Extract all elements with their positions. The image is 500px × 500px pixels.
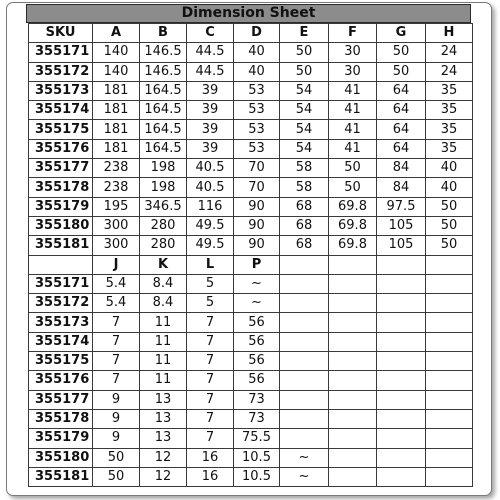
table-cell bbox=[426, 371, 473, 390]
table-cell: 69.8 bbox=[329, 236, 377, 255]
table-cell: 40 bbox=[234, 62, 280, 81]
table-cell: 16 bbox=[187, 448, 234, 467]
column-header: B bbox=[140, 24, 187, 43]
table-cell: 84 bbox=[377, 178, 426, 197]
table-row bbox=[29, 81, 473, 100]
table-cell bbox=[280, 352, 329, 371]
table-row bbox=[29, 467, 473, 486]
sku-cell: 355171 bbox=[29, 43, 93, 62]
table-cell: 11 bbox=[140, 352, 187, 371]
column-header: F bbox=[329, 24, 377, 43]
table-cell bbox=[426, 274, 473, 293]
table-row bbox=[29, 236, 473, 255]
table-cell: 44.5 bbox=[187, 43, 234, 62]
table-cell: 53 bbox=[234, 120, 280, 139]
table-cell: 16 bbox=[187, 467, 234, 486]
sku-cell: 355179 bbox=[29, 197, 93, 216]
table-cell bbox=[329, 448, 377, 467]
table-cell: 44.5 bbox=[187, 62, 234, 81]
table-cell: 41 bbox=[329, 139, 377, 158]
table-cell bbox=[377, 313, 426, 332]
sku-cell: 355177 bbox=[29, 159, 93, 178]
table-cell: 54 bbox=[280, 81, 329, 100]
table-cell bbox=[329, 371, 377, 390]
table-cell: 12 bbox=[140, 467, 187, 486]
table-row bbox=[29, 274, 473, 293]
table-cell bbox=[377, 409, 426, 428]
table-cell: 69.8 bbox=[329, 197, 377, 216]
table-cell bbox=[377, 448, 426, 467]
table-cell: 41 bbox=[329, 120, 377, 139]
table-cell bbox=[426, 294, 473, 313]
table-cell bbox=[426, 352, 473, 371]
table-cell: 7 bbox=[187, 371, 234, 390]
table-cell: 30 bbox=[329, 62, 377, 81]
sku-cell: 355178 bbox=[29, 409, 93, 428]
table-cell: 8.4 bbox=[140, 294, 187, 313]
table-cell bbox=[377, 390, 426, 409]
sku-cell: 355176 bbox=[29, 371, 93, 390]
table-cell: 56 bbox=[234, 313, 280, 332]
column-header bbox=[377, 255, 426, 274]
table-cell: 346.5 bbox=[140, 197, 187, 216]
table-cell bbox=[329, 294, 377, 313]
table-cell: 41 bbox=[329, 101, 377, 120]
table-cell: ~ bbox=[234, 274, 280, 293]
table-cell: 181 bbox=[93, 139, 140, 158]
table-cell: 97.5 bbox=[377, 197, 426, 216]
table-cell bbox=[426, 409, 473, 428]
table-cell: 280 bbox=[140, 216, 187, 235]
table-cell: 35 bbox=[426, 120, 473, 139]
table-cell: 39 bbox=[187, 101, 234, 120]
column-header bbox=[329, 255, 377, 274]
table-cell bbox=[426, 467, 473, 486]
table-cell: 64 bbox=[377, 120, 426, 139]
table-cell: 7 bbox=[93, 371, 140, 390]
column-header: H bbox=[426, 24, 473, 43]
table-cell: 53 bbox=[234, 81, 280, 100]
table-row bbox=[29, 429, 473, 448]
table-cell: 5 bbox=[187, 274, 234, 293]
column-header bbox=[280, 255, 329, 274]
table-cell: 73 bbox=[234, 409, 280, 428]
table-cell: 75.5 bbox=[234, 429, 280, 448]
table-cell: 181 bbox=[93, 81, 140, 100]
table-cell: 68 bbox=[280, 216, 329, 235]
table-cell: 39 bbox=[187, 139, 234, 158]
table-cell: 50 bbox=[280, 62, 329, 81]
table-cell: 10.5 bbox=[234, 448, 280, 467]
table-cell: 40 bbox=[426, 159, 473, 178]
table-cell: 8.4 bbox=[140, 274, 187, 293]
table-cell: 105 bbox=[377, 216, 426, 235]
table-cell: 50 bbox=[329, 178, 377, 197]
sku-cell: 355172 bbox=[29, 294, 93, 313]
table-cell: 50 bbox=[329, 159, 377, 178]
table-cell bbox=[280, 409, 329, 428]
table-cell: 39 bbox=[187, 81, 234, 100]
table-cell: 53 bbox=[234, 101, 280, 120]
table-cell bbox=[329, 332, 377, 351]
table-cell: 7 bbox=[93, 313, 140, 332]
table-cell: 49.5 bbox=[187, 236, 234, 255]
table-cell: 90 bbox=[234, 197, 280, 216]
table-cell bbox=[329, 274, 377, 293]
dimension-table bbox=[28, 23, 473, 487]
table-cell: 40 bbox=[426, 178, 473, 197]
table-cell: 73 bbox=[234, 390, 280, 409]
table-cell: 70 bbox=[234, 178, 280, 197]
table-cell: 7 bbox=[187, 332, 234, 351]
table-cell bbox=[426, 313, 473, 332]
table-cell: 41 bbox=[329, 81, 377, 100]
column-header: A bbox=[93, 24, 140, 43]
table-row bbox=[29, 101, 473, 120]
table-cell: 64 bbox=[377, 139, 426, 158]
table-row bbox=[29, 390, 473, 409]
table-cell: 58 bbox=[280, 178, 329, 197]
table-cell: 11 bbox=[140, 371, 187, 390]
table-cell: 12 bbox=[140, 448, 187, 467]
table-cell: 181 bbox=[93, 120, 140, 139]
table-cell bbox=[280, 390, 329, 409]
column-header: K bbox=[140, 255, 187, 274]
table-cell: 39 bbox=[187, 120, 234, 139]
column-header: G bbox=[377, 24, 426, 43]
table-cell: 40.5 bbox=[187, 159, 234, 178]
table-cell: 5.4 bbox=[93, 294, 140, 313]
table-cell: 9 bbox=[93, 409, 140, 428]
table-header-row bbox=[29, 24, 473, 43]
table-cell: 50 bbox=[280, 43, 329, 62]
table-cell bbox=[426, 448, 473, 467]
table-cell: 238 bbox=[93, 178, 140, 197]
table-cell: 9 bbox=[93, 429, 140, 448]
table-cell: 50 bbox=[377, 43, 426, 62]
sku-cell: 355178 bbox=[29, 178, 93, 197]
table-cell: 146.5 bbox=[140, 62, 187, 81]
table-row bbox=[29, 62, 473, 81]
column-header: J bbox=[93, 255, 140, 274]
table-cell: ~ bbox=[280, 467, 329, 486]
table-cell bbox=[377, 467, 426, 486]
table-cell bbox=[329, 409, 377, 428]
table-cell: 50 bbox=[426, 216, 473, 235]
table-row bbox=[29, 139, 473, 158]
column-header: L bbox=[187, 255, 234, 274]
column-header: E bbox=[280, 24, 329, 43]
table-cell: 24 bbox=[426, 43, 473, 62]
table-row bbox=[29, 43, 473, 62]
table-cell: 40.5 bbox=[187, 178, 234, 197]
sku-cell: 355180 bbox=[29, 448, 93, 467]
table-cell: 116 bbox=[187, 197, 234, 216]
table-cell: 7 bbox=[93, 352, 140, 371]
table-cell: 9 bbox=[93, 390, 140, 409]
table-cell: 58 bbox=[280, 159, 329, 178]
table-cell bbox=[329, 467, 377, 486]
sku-cell: 355176 bbox=[29, 139, 93, 158]
table-cell bbox=[280, 313, 329, 332]
sku-cell: 355181 bbox=[29, 467, 93, 486]
table-cell: 5.4 bbox=[93, 274, 140, 293]
table-cell: 198 bbox=[140, 178, 187, 197]
table-cell: 300 bbox=[93, 216, 140, 235]
table-cell: 68 bbox=[280, 197, 329, 216]
table-row bbox=[29, 178, 473, 197]
sku-cell: 355177 bbox=[29, 390, 93, 409]
table-cell: 90 bbox=[234, 236, 280, 255]
table-cell bbox=[280, 294, 329, 313]
table-cell: 7 bbox=[187, 390, 234, 409]
table-cell: 50 bbox=[426, 197, 473, 216]
table-row bbox=[29, 332, 473, 351]
table-cell: 7 bbox=[187, 313, 234, 332]
table-cell: 56 bbox=[234, 332, 280, 351]
table-cell bbox=[329, 352, 377, 371]
table-cell: 64 bbox=[377, 101, 426, 120]
table-cell: 50 bbox=[93, 448, 140, 467]
sku-cell: 355179 bbox=[29, 429, 93, 448]
table-cell: 195 bbox=[93, 197, 140, 216]
table-cell bbox=[280, 332, 329, 351]
table-cell: 238 bbox=[93, 159, 140, 178]
sku-cell: 355173 bbox=[29, 81, 93, 100]
column-header: P bbox=[234, 255, 280, 274]
table-cell: 24 bbox=[426, 62, 473, 81]
table-cell: 13 bbox=[140, 429, 187, 448]
table-cell bbox=[426, 429, 473, 448]
table-cell bbox=[329, 313, 377, 332]
dimension-table-body bbox=[29, 24, 473, 487]
sku-cell: 355172 bbox=[29, 62, 93, 81]
table-row bbox=[29, 216, 473, 235]
table-cell bbox=[329, 390, 377, 409]
table-cell: 7 bbox=[187, 429, 234, 448]
table-cell: 68 bbox=[280, 236, 329, 255]
table-cell: 13 bbox=[140, 390, 187, 409]
table-cell: 40 bbox=[234, 43, 280, 62]
table-cell: ~ bbox=[234, 294, 280, 313]
table-cell: 54 bbox=[280, 139, 329, 158]
table-cell: 49.5 bbox=[187, 216, 234, 235]
table-cell bbox=[426, 390, 473, 409]
table-cell: 164.5 bbox=[140, 120, 187, 139]
table-cell: 7 bbox=[187, 352, 234, 371]
table-cell: 140 bbox=[93, 62, 140, 81]
table-cell: 56 bbox=[234, 352, 280, 371]
table-cell: 11 bbox=[140, 313, 187, 332]
table-cell bbox=[377, 274, 426, 293]
table-cell: 164.5 bbox=[140, 101, 187, 120]
table-cell: 30 bbox=[329, 43, 377, 62]
table-cell: 140 bbox=[93, 43, 140, 62]
table-row bbox=[29, 197, 473, 216]
sku-cell: 355175 bbox=[29, 120, 93, 139]
table-row bbox=[29, 409, 473, 428]
column-header bbox=[426, 255, 473, 274]
table-cell: 53 bbox=[234, 139, 280, 158]
table-cell: 64 bbox=[377, 81, 426, 100]
table-cell: 7 bbox=[93, 332, 140, 351]
table-cell: 50 bbox=[426, 236, 473, 255]
table-cell: 280 bbox=[140, 236, 187, 255]
table-cell: 69.8 bbox=[329, 216, 377, 235]
table-cell bbox=[426, 332, 473, 351]
table-cell: 105 bbox=[377, 236, 426, 255]
table-cell: 300 bbox=[93, 236, 140, 255]
table-cell: 90 bbox=[234, 216, 280, 235]
table-row bbox=[29, 371, 473, 390]
sku-cell: 355174 bbox=[29, 101, 93, 120]
table-cell bbox=[377, 294, 426, 313]
table-cell: 146.5 bbox=[140, 43, 187, 62]
table-cell: 10.5 bbox=[234, 467, 280, 486]
sheet-title: Dimension Sheet bbox=[26, 4, 471, 23]
sku-cell: 355171 bbox=[29, 274, 93, 293]
table-cell: 70 bbox=[234, 159, 280, 178]
table-cell bbox=[377, 332, 426, 351]
table-row bbox=[29, 294, 473, 313]
table-cell: 35 bbox=[426, 81, 473, 100]
table-cell: 35 bbox=[426, 139, 473, 158]
sku-cell: 355181 bbox=[29, 236, 93, 255]
table-row bbox=[29, 352, 473, 371]
table-cell: 164.5 bbox=[140, 81, 187, 100]
sku-cell: 355173 bbox=[29, 313, 93, 332]
table-cell: 5 bbox=[187, 294, 234, 313]
table-row bbox=[29, 120, 473, 139]
table-cell: 35 bbox=[426, 101, 473, 120]
table-cell: 56 bbox=[234, 371, 280, 390]
column-header bbox=[29, 255, 93, 274]
table-cell: ~ bbox=[280, 448, 329, 467]
table-cell: 54 bbox=[280, 101, 329, 120]
table-cell: 50 bbox=[93, 467, 140, 486]
table-cell bbox=[280, 274, 329, 293]
table-cell: 7 bbox=[187, 409, 234, 428]
column-header: SKU bbox=[29, 24, 93, 43]
sku-cell: 355175 bbox=[29, 352, 93, 371]
table-cell: 13 bbox=[140, 409, 187, 428]
table-cell: 84 bbox=[377, 159, 426, 178]
table-cell: 181 bbox=[93, 101, 140, 120]
table-cell bbox=[377, 371, 426, 390]
table-row bbox=[29, 448, 473, 467]
table-cell bbox=[280, 429, 329, 448]
table-cell bbox=[377, 352, 426, 371]
table-header-row bbox=[29, 255, 473, 274]
table-cell: 50 bbox=[377, 62, 426, 81]
table-cell bbox=[329, 429, 377, 448]
column-header: C bbox=[187, 24, 234, 43]
table-row bbox=[29, 159, 473, 178]
table-cell: 164.5 bbox=[140, 139, 187, 158]
sku-cell: 355180 bbox=[29, 216, 93, 235]
table-cell: 54 bbox=[280, 120, 329, 139]
sku-cell: 355174 bbox=[29, 332, 93, 351]
column-header: D bbox=[234, 24, 280, 43]
table-cell bbox=[280, 371, 329, 390]
table-cell: 198 bbox=[140, 159, 187, 178]
table-row bbox=[29, 313, 473, 332]
table-cell bbox=[377, 429, 426, 448]
table-cell: 11 bbox=[140, 332, 187, 351]
